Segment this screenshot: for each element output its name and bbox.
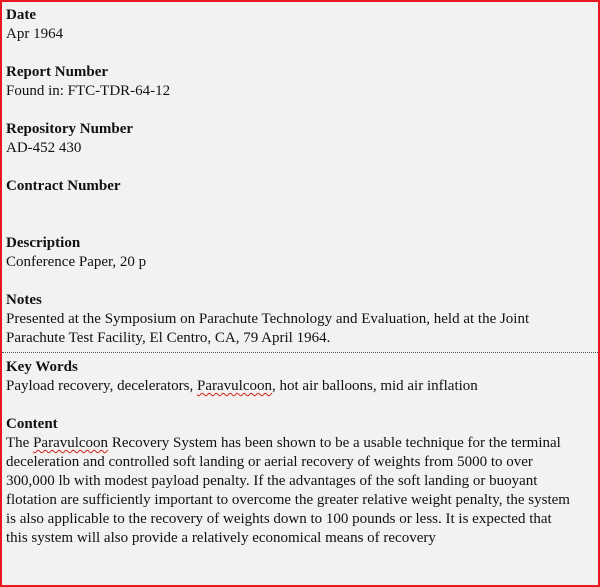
key-words-text-before: Payload recovery, decelerators,: [6, 378, 198, 394]
content-body: [6, 434, 576, 548]
key-words-text-after: , hot air balloons, mid air inflation: [272, 378, 478, 394]
repository-number-field: [6, 120, 592, 158]
report-number-label: Report Number: [6, 64, 109, 80]
date-label: Date: [6, 7, 36, 23]
key-words-field: [6, 358, 592, 396]
spacer: [6, 272, 592, 291]
report-number-value: Found in: FTC-TDR-64-12: [6, 83, 171, 99]
content-field: [6, 415, 592, 548]
repository-number-label: Repository Number: [6, 121, 134, 137]
description-label: Description: [6, 235, 81, 251]
date-value: Apr 1964: [6, 26, 64, 42]
key-words-value: [6, 377, 592, 396]
date-field: [6, 6, 592, 44]
content-text-after: Recovery System has been shown to be a usable technique for the terminal deceleration and controlled soft landing or aerial recovery of weights from 5000 to over 300,000 lb with modest payload penalty. If the advantages of the soft landing or buoyant flotation are sufficiently important to overcome the greater relative weight penalty, the system is also applicable to the recovery of weights down to 100 pounds or less. It is expected that this system will also provide a relatively economical means of recovery: [6, 435, 570, 546]
section-divider: [2, 352, 598, 353]
spellcheck-flagged-word[interactable]: Paravulcoon: [197, 378, 272, 394]
spellcheck-flagged-word[interactable]: Paravulcoon: [33, 435, 109, 451]
key-words-label: Key Words: [6, 359, 78, 375]
notes-label: Notes: [6, 292, 42, 308]
description-value: Conference Paper, 20 p: [6, 254, 147, 270]
content-text-before: The: [6, 435, 34, 451]
spacer: [6, 101, 592, 120]
notes-line-1: Presented at the Symposium on Parachute Technology and Evaluation, held at the Joint: [6, 311, 530, 327]
notes-line-2: Parachute Test Facility, El Centro, CA, 79 April 1964.: [6, 330, 331, 346]
spacer: [6, 44, 592, 63]
notes-field: [6, 291, 592, 348]
description-field: [6, 234, 592, 272]
contract-number-label: Contract Number: [6, 178, 121, 194]
report-number-field: [6, 63, 592, 101]
contract-number-field: [6, 177, 592, 196]
content-label: Content: [6, 416, 58, 432]
spacer: [6, 196, 592, 234]
spacer: [6, 396, 592, 415]
repository-number-value: AD-452 430: [6, 140, 82, 156]
spacer: [6, 158, 592, 177]
